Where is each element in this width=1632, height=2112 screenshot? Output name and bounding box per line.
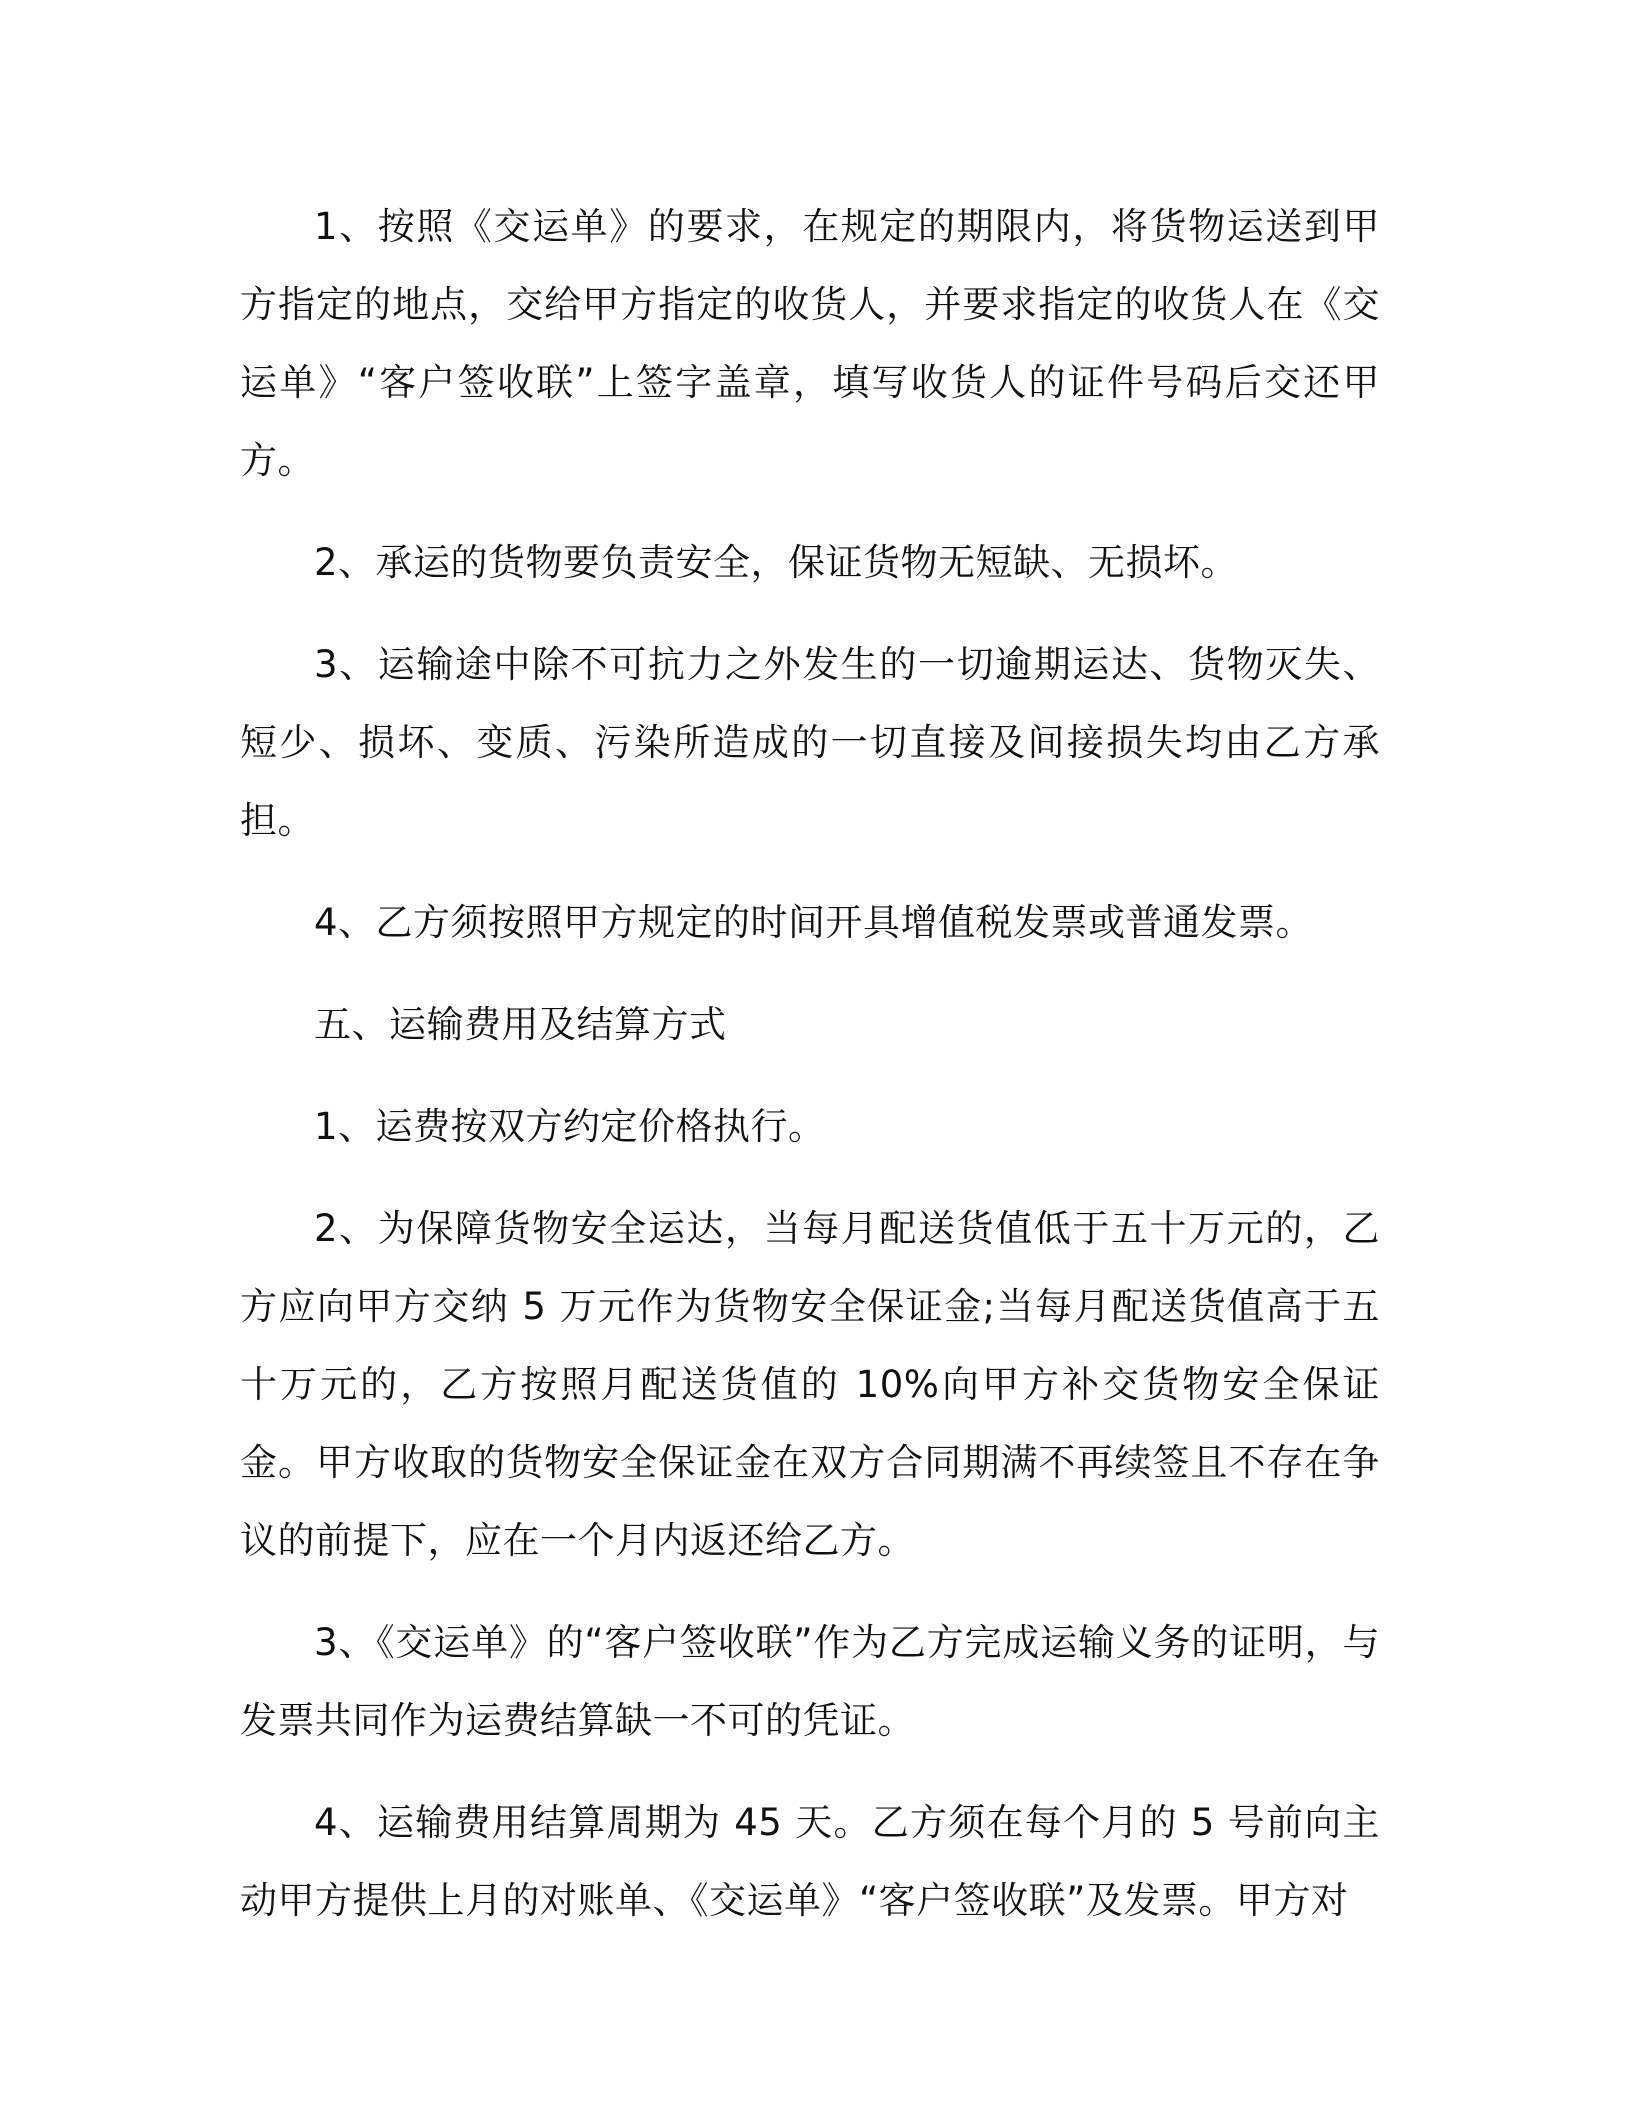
paragraph-freight-price: 1、运费按双方约定价格执行。 [314, 1105, 826, 1148]
paragraph-cargo-safety: 2、承运的货物要负责安全，保证货物无短缺、无损坏。 [314, 541, 1239, 584]
section-heading-fees-settlement: 五、运输费用及结算方式 [314, 1003, 727, 1046]
paragraph-settlement-cycle: 4、运输费用结算周期为 45 天。乙方须在每个月的 5 号前向主动甲方提供上月的对账单、《交运单》“客户签收联”及发票。甲方对 [240, 1801, 1380, 1922]
paragraph-delivery-requirement: 1、按照《交运单》的要求，在规定的期限内，将货物运送到甲方指定的地点，交给甲方指定的收货人，并要求指定的收货人在《交运单》“客户签收联”上签字盖章，填写收货人的证件号码后交还甲方。 [240, 205, 1380, 482]
document-body [240, 188, 1380, 1964]
paragraph-loss-liability: 3、运输途中除不可抗力之外发生的一切逾期运达、货物灭失、短少、损坏、变质、污染所造成的一切直接及间接损失均由乙方承担。 [240, 643, 1380, 842]
paragraph-security-deposit: 2、为保障货物安全运达，当每月配送货值低于五十万元的，乙方应向甲方交纳 5 万元作为货物安全保证金;当每月配送货值高于五十万元的，乙方按照月配送货值的 10%向甲方补交货物安全保证金。甲方收取的货物安全保证金在双方合同期满不再续签且不存在争议的前提下，应在一个月内返还给乙方。 [240, 1207, 1380, 1562]
paragraph-receipt-proof: 3、《交运单》的“客户签收联”作为乙方完成运输义务的证明，与发票共同作为运费结算缺一不可的凭证。 [240, 1621, 1380, 1742]
paragraph-invoice: 4、乙方须按照甲方规定的时间开具增值税发票或普通发票。 [314, 901, 1314, 944]
